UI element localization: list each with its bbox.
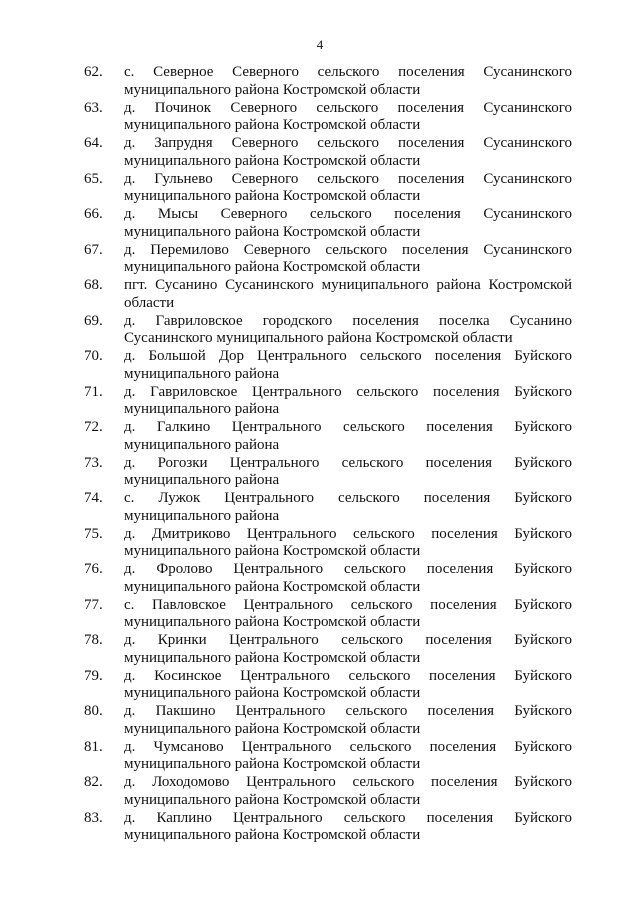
list-item-text: д. Гавриловское городского поселения поселка Сусанино Сусанинского муниципального района Костромской области xyxy=(124,312,572,346)
list-item-text: с. Лужок Центрального сельского поселения Буйского муниципального района xyxy=(124,490,572,524)
list-item xyxy=(84,135,572,170)
list-item-number: 62. xyxy=(84,64,103,80)
list-item-number: 75. xyxy=(84,525,103,542)
list-item-number: 83. xyxy=(84,809,103,826)
list-item-text: д. Фролово Центрального сельского поселения Буйского муниципального района Костромской области xyxy=(124,561,572,595)
list-item-number: 76. xyxy=(84,561,103,577)
page-number: 4 xyxy=(316,37,324,52)
list-item-number: 70. xyxy=(84,348,103,364)
list-item-text: с. Павловское Центрального сельского поселения Буйского муниципального района Костромской области xyxy=(124,596,572,630)
list-item xyxy=(84,597,572,632)
list-item xyxy=(84,703,572,738)
list-item-number: 79. xyxy=(84,667,103,684)
list-item-number: 67. xyxy=(84,241,103,258)
list-item-text: д. Косинское Центрального сельского поселения Буйского муниципального района Костромской области xyxy=(124,667,572,701)
list-item xyxy=(84,455,572,490)
list-item-text: д. Галкино Центрального сельского поселения Буйского муниципального района xyxy=(124,419,572,453)
list-item-text: д. Каплино Центрального сельского поселения Буйского муниципального района Костромской области xyxy=(124,809,572,843)
list-item xyxy=(84,171,572,206)
list-item-number: 74. xyxy=(84,490,103,506)
list-item xyxy=(84,384,572,419)
list-item-text: д. Починок Северного сельского поселения Сусанинского муниципального района Костромской области xyxy=(124,99,572,133)
list-item-text: д. Пакшино Центрального сельского поселения Буйского муниципального района Костромской области xyxy=(124,703,572,737)
list-item-text: д. Гульнево Северного сельского поселения Сусанинского муниципального района Костромской области xyxy=(124,170,572,204)
list-item-text: д. Гавриловское Центрального сельского поселения Буйского муниципального района xyxy=(124,383,572,417)
list-item xyxy=(84,774,572,809)
list-item xyxy=(84,64,572,99)
list-item xyxy=(84,419,572,454)
list-item-text: д. Чумсаново Центрального сельского поселения Буйского муниципального района Костромской области xyxy=(124,738,572,772)
list-item-number: 77. xyxy=(84,596,103,613)
list-item xyxy=(84,206,572,241)
list-item-number: 64. xyxy=(84,135,103,151)
list-item-text: д. Кринки Центрального сельского поселения Буйского муниципального района Костромской области xyxy=(124,632,572,666)
list-item-number: 69. xyxy=(84,312,103,329)
list-item-text: д. Запрудня Северного сельского поселения Сусанинского муниципального района Костромской области xyxy=(124,135,572,169)
list-item-text: д. Дмитриково Центрального сельского поселения Буйского муниципального района Костромской области xyxy=(124,525,572,559)
list-item-number: 80. xyxy=(84,703,103,719)
list-item-text: пгт. Сусанино Сусанинского муниципального района Костромской области xyxy=(124,277,572,311)
list-item-number: 73. xyxy=(84,454,103,471)
list-item-number: 66. xyxy=(84,206,103,222)
list-item-number: 82. xyxy=(84,774,103,790)
list-item-number: 81. xyxy=(84,738,103,755)
list-item-number: 71. xyxy=(84,383,103,400)
list-item xyxy=(84,810,572,845)
list-item xyxy=(84,739,572,774)
list-item-number: 72. xyxy=(84,419,103,435)
list-item xyxy=(84,561,572,596)
list-item-number: 63. xyxy=(84,99,103,116)
list-item-text: д. Большой Дор Центрального сельского поселения Буйского муниципального района xyxy=(124,348,572,382)
list-item xyxy=(84,277,572,312)
list-item xyxy=(84,668,572,703)
list-item-text: с. Северное Северного сельского поселения Сусанинского муниципального района Костромской области xyxy=(124,64,572,98)
list-item xyxy=(84,242,572,277)
list-item-text: д. Перемилово Северного сельского поселения Сусанинского муниципального района Костромской области xyxy=(124,241,572,275)
settlement-list xyxy=(84,64,572,845)
list-item-number: 68. xyxy=(84,277,103,293)
list-item xyxy=(84,526,572,561)
list-item-text: д. Лоходомово Центрального сельского поселения Буйского муниципального района Костромской области xyxy=(124,774,572,808)
list-item xyxy=(84,348,572,383)
list-item xyxy=(84,632,572,667)
list-item xyxy=(84,313,572,348)
list-item-number: 65. xyxy=(84,170,103,187)
list-item-text: д. Мысы Северного сельского поселения Сусанинского муниципального района Костромской области xyxy=(124,206,572,240)
list-item-text: д. Рогозки Центрального сельского поселения Буйского муниципального района xyxy=(124,454,572,488)
list-item-number: 78. xyxy=(84,632,103,648)
list-item xyxy=(84,490,572,525)
list-item xyxy=(84,100,572,135)
